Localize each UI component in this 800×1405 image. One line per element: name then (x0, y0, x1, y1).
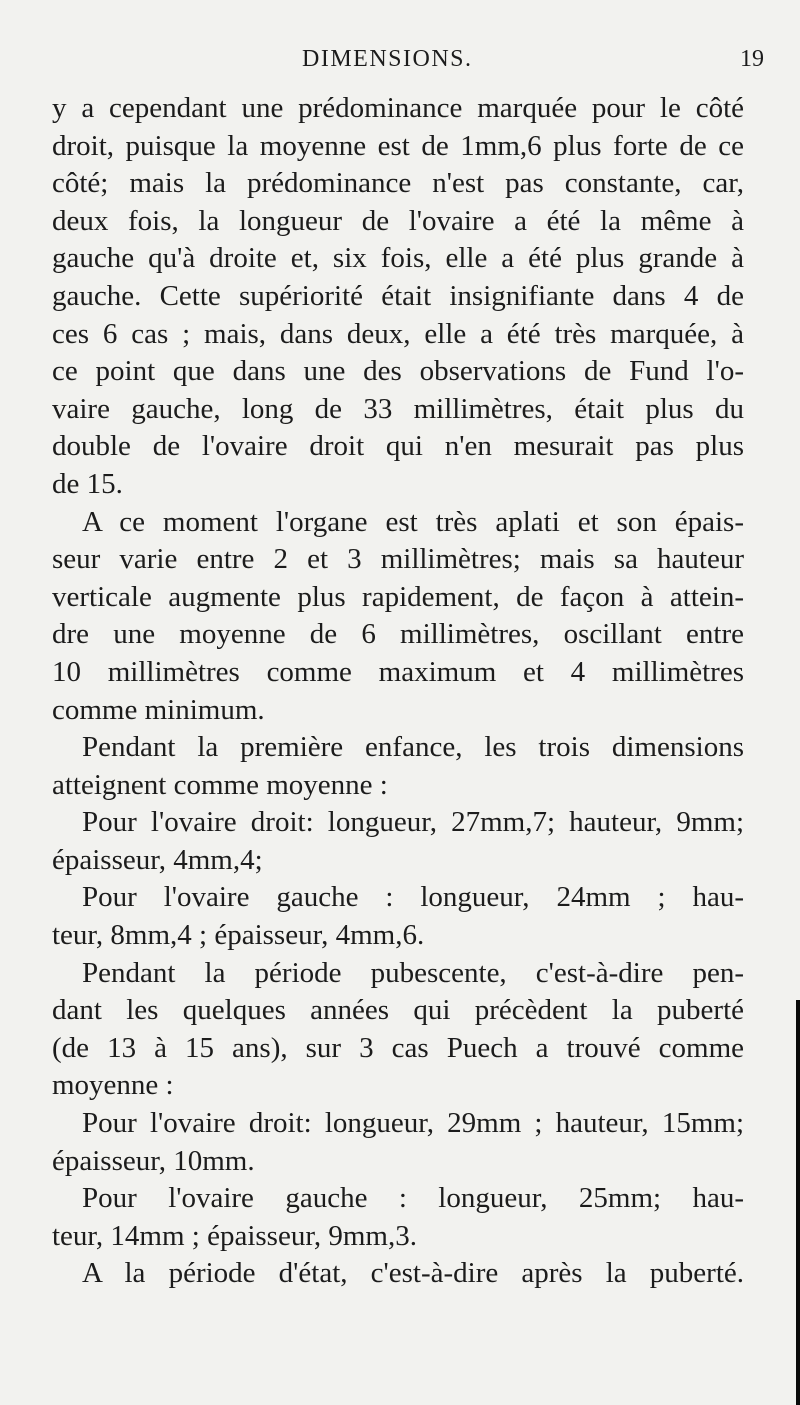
text-line: gauche qu'à droite et, six fois, elle a été plus grande à (52, 242, 744, 275)
text-line: côté; mais la prédominance n'est pas constante, car, (52, 167, 744, 200)
text-line: ces 6 cas ; mais, dans deux, elle a été très marquée, à (52, 317, 744, 350)
text-line: comme minimum. (52, 693, 265, 726)
text-line: (de 13 à 15 ans), sur 3 cas Puech a trouvé comme (52, 1031, 744, 1064)
text-line: gauche. Cette supériorité était insignifiante dans 4 de (52, 279, 744, 312)
text-line: Pendant la période pubescente, c'est-à-dire pen- (82, 956, 744, 989)
text-line: dre une moyenne de 6 millimètres, oscillant entre (52, 618, 744, 651)
text-line: ce point que dans une des observations de Fund l'o- (52, 355, 744, 388)
text-line: teur, 8mm,4 ; épaisseur, 4mm,6. (52, 919, 425, 952)
text-line: de 15. (52, 467, 123, 500)
text-line: teur, 14mm ; épaisseur, 9mm,3. (52, 1219, 417, 1252)
text-line: deux fois, la longueur de l'ovaire a été la même à (52, 204, 744, 237)
text-line: droit, puisque la moyenne est de 1mm,6 plus forte de ce (52, 129, 744, 162)
text-line: A ce moment l'organe est très aplati et son épais- (82, 505, 744, 538)
text-line: épaisseur, 10mm. (52, 1144, 255, 1177)
text-line: atteignent comme moyenne : (52, 768, 388, 801)
text-line: verticale augmente plus rapidement, de façon à attein- (52, 580, 744, 613)
running-title: DIMENSIONS. (302, 46, 473, 72)
text-line: Pendant la première enfance, les trois dimensions (82, 731, 744, 764)
text-line: vaire gauche, long de 33 millimètres, était plus du (52, 392, 744, 425)
text-line: Pour l'ovaire droit: longueur, 27mm,7; hauteur, 9mm; (82, 806, 744, 839)
text-line: y a cependant une prédominance marquée pour le côté (52, 92, 744, 124)
text-line: Pour l'ovaire gauche : longueur, 25mm; hau- (82, 1182, 744, 1215)
text-line: 10 millimètres comme maximum et 4 millimètres (52, 655, 744, 688)
text-line: double de l'ovaire droit qui n'en mesurait pas plus (52, 430, 744, 463)
text-line: A la période d'état, c'est-à-dire après la puberté. (82, 1257, 744, 1290)
text-line: Pour l'ovaire gauche : longueur, 24mm ; hau- (82, 881, 744, 914)
text-line: seur varie entre 2 et 3 millimètres; mais sa hauteur (52, 543, 744, 576)
page-number: 19 (740, 46, 764, 72)
text-line: Pour l'ovaire droit: longueur, 29mm ; hauteur, 15mm; (82, 1107, 744, 1140)
page-edge-rule (796, 1000, 800, 1405)
body-text (52, 90, 744, 1293)
text-line: épaisseur, 4mm,4; (52, 843, 263, 876)
text-line: dant les quelques années qui précèdent la puberté (52, 994, 744, 1027)
text-line: moyenne : (52, 1069, 174, 1102)
page-header (0, 46, 800, 78)
